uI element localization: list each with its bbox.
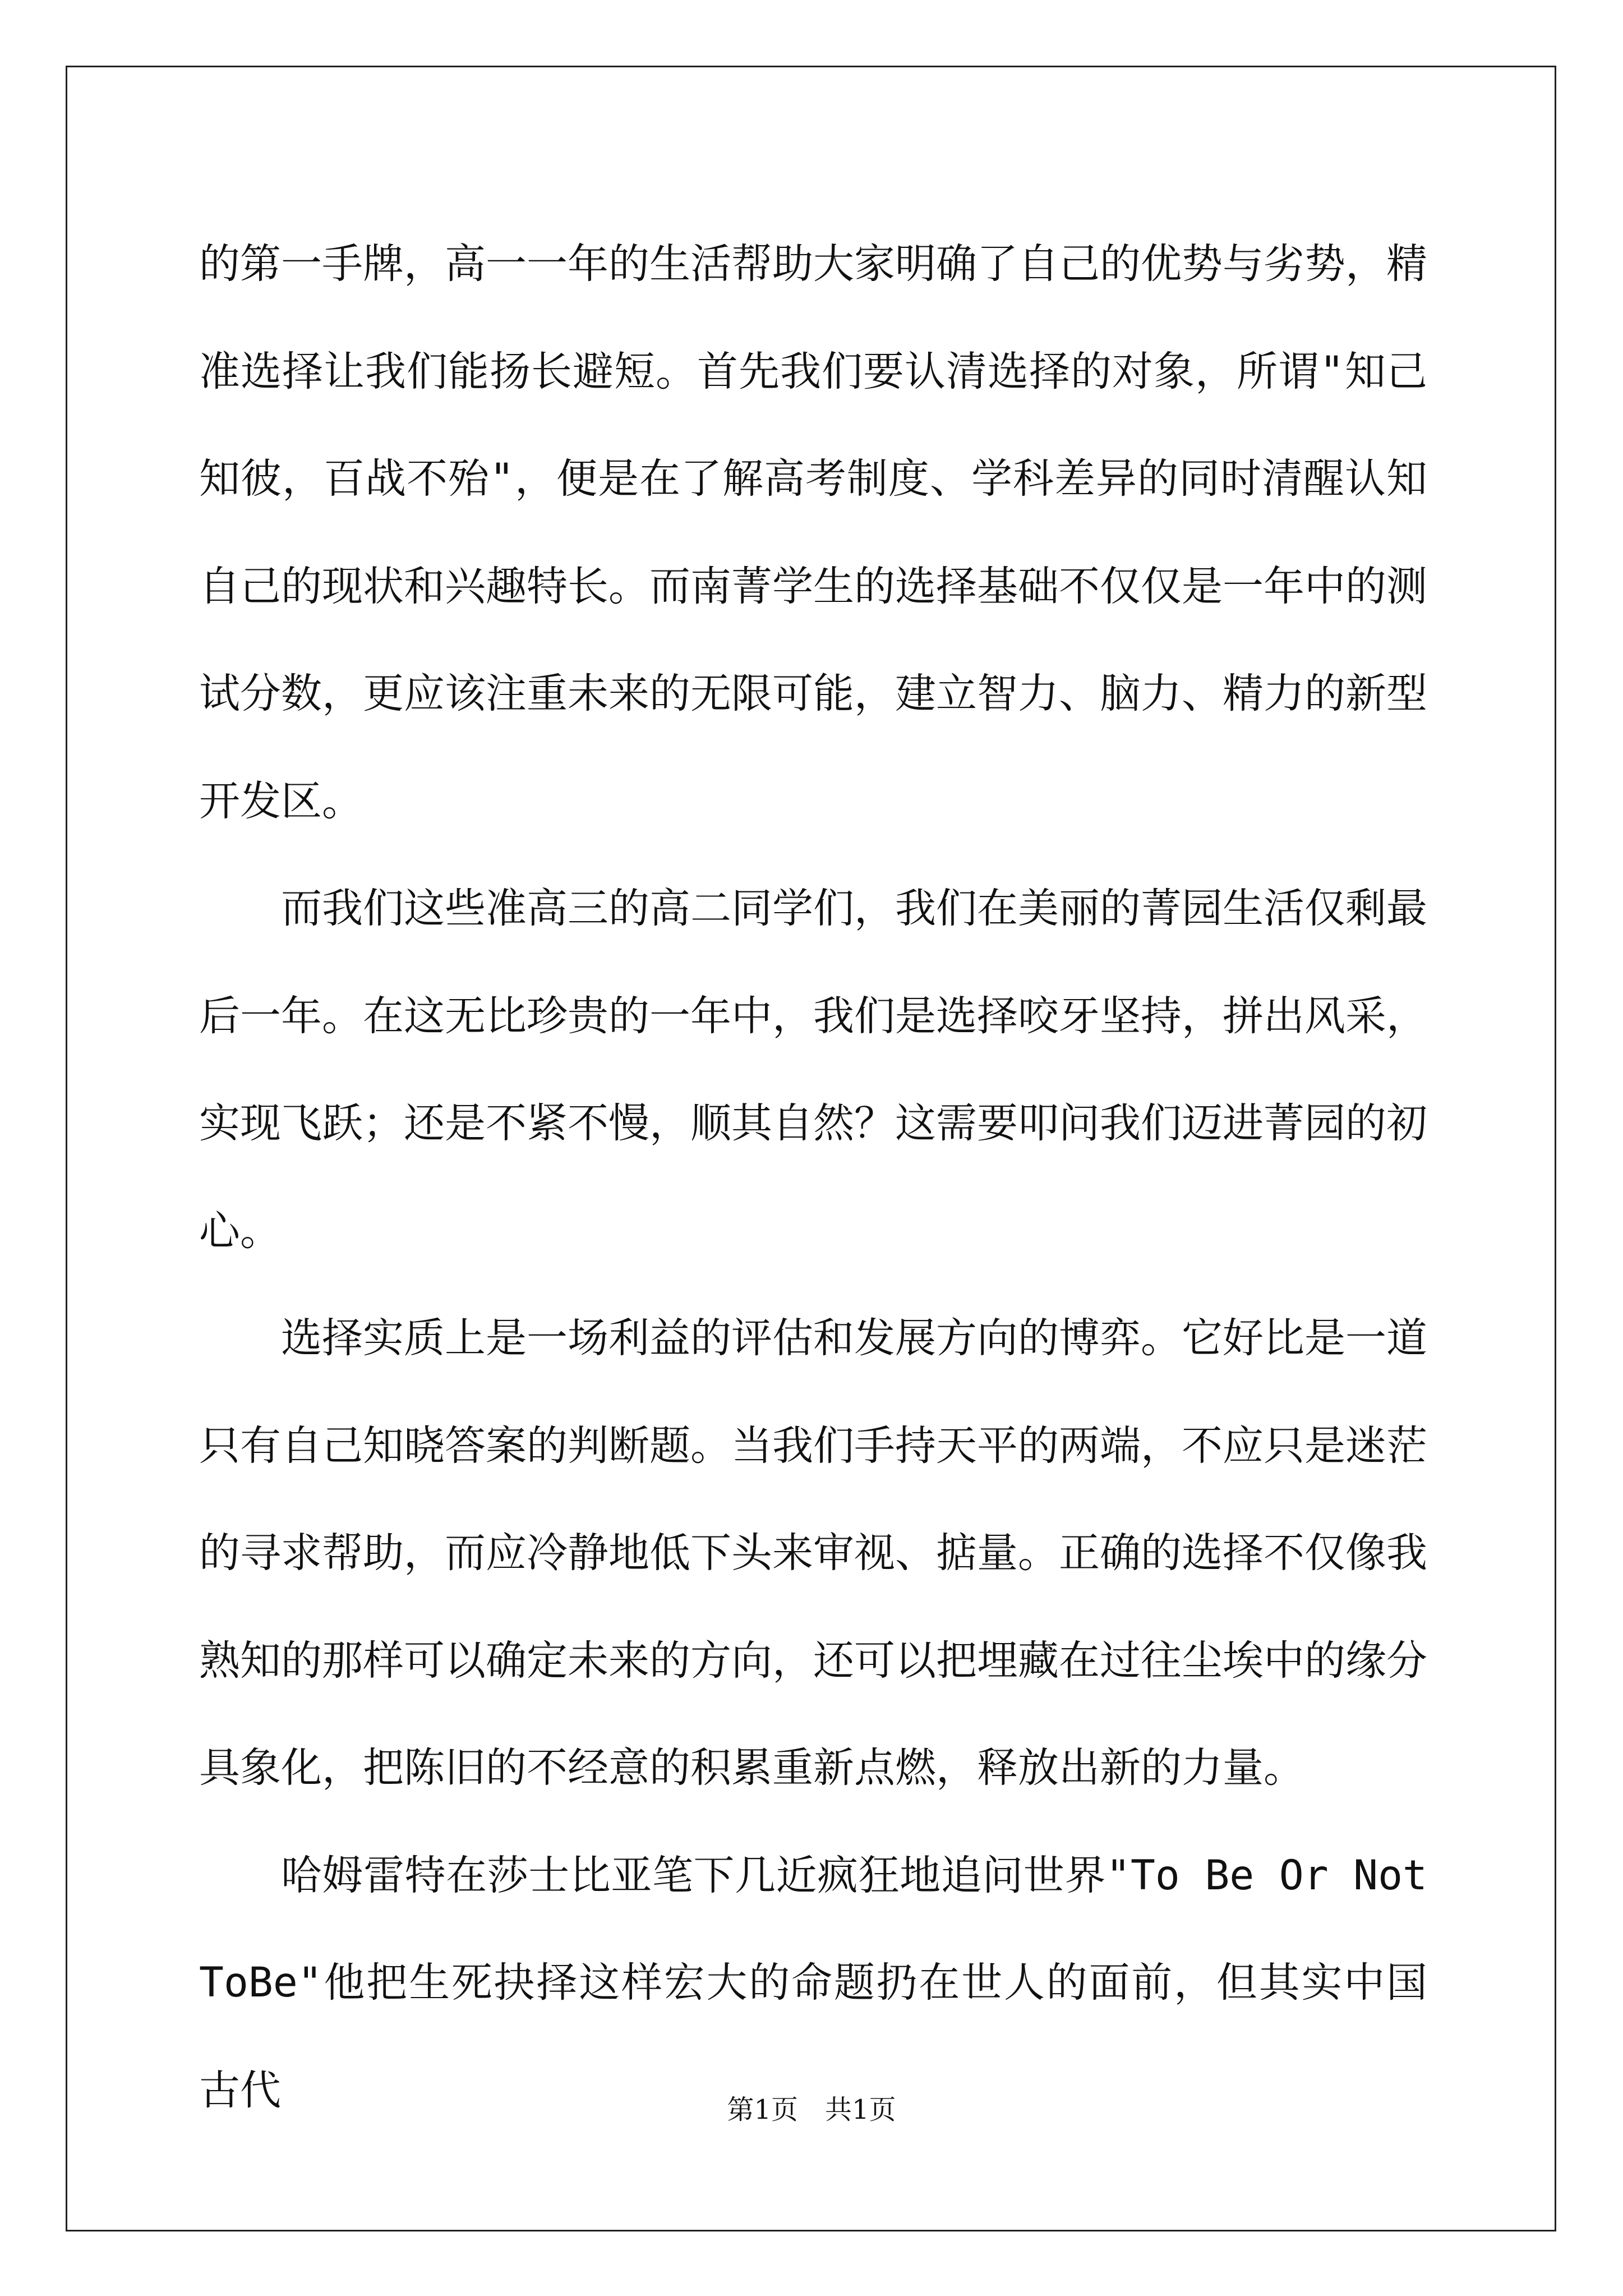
document-body (199, 210, 1427, 2144)
paragraph-2: 而我们这些准高三的高二同学们，我们在美丽的菁园生活仅剩最后一年。在这无比珍贵的一年中，我们是选择咬牙坚持，拼出风采，实现飞跃；还是不紧不慢，顺其自然？这需要叩问我们迈进菁园的初心。 (199, 885, 1427, 1255)
page-footer: 第1页 共1页 (727, 2094, 896, 2125)
paragraph-3: 选择实质上是一场利益的评估和发展方向的博弈。它好比是一道只有自己知晓答案的判断题。当我们手持天平的两端，不应只是迷茫的寻求帮助，而应冷静地低下头来审视、掂量。正确的选择不仅像我熟知的那样可以确定未来的方向，还可以把埋藏在过往尘埃中的缘分具象化，把陈旧的不经意的积累重新点燃，释放出新的力量。 (199, 1314, 1427, 1792)
paragraph-1: 的第一手牌，高一一年的生活帮助大家明确了自己的优势与劣势，精准选择让我们能扬长避短。首先我们要认清选择的对象，所谓"知己知彼，百战不殆"，便是在了解高考制度、学科差异的同时清醒认知自己的现状和兴趣特长。而南菁学生的选择基础不仅仅是一年中的测试分数，更应该注重未来的无限可能，建立智力、脑力、精力的新型开发区。 (199, 240, 1427, 825)
paragraph-4: 哈姆雷特在莎士比亚笔下几近疯狂地追问世界"To Be Or Not ToBe"他把生死抉择这样宏大的命题扔在世人的面前，但其实中国古代 (199, 1851, 1427, 2114)
